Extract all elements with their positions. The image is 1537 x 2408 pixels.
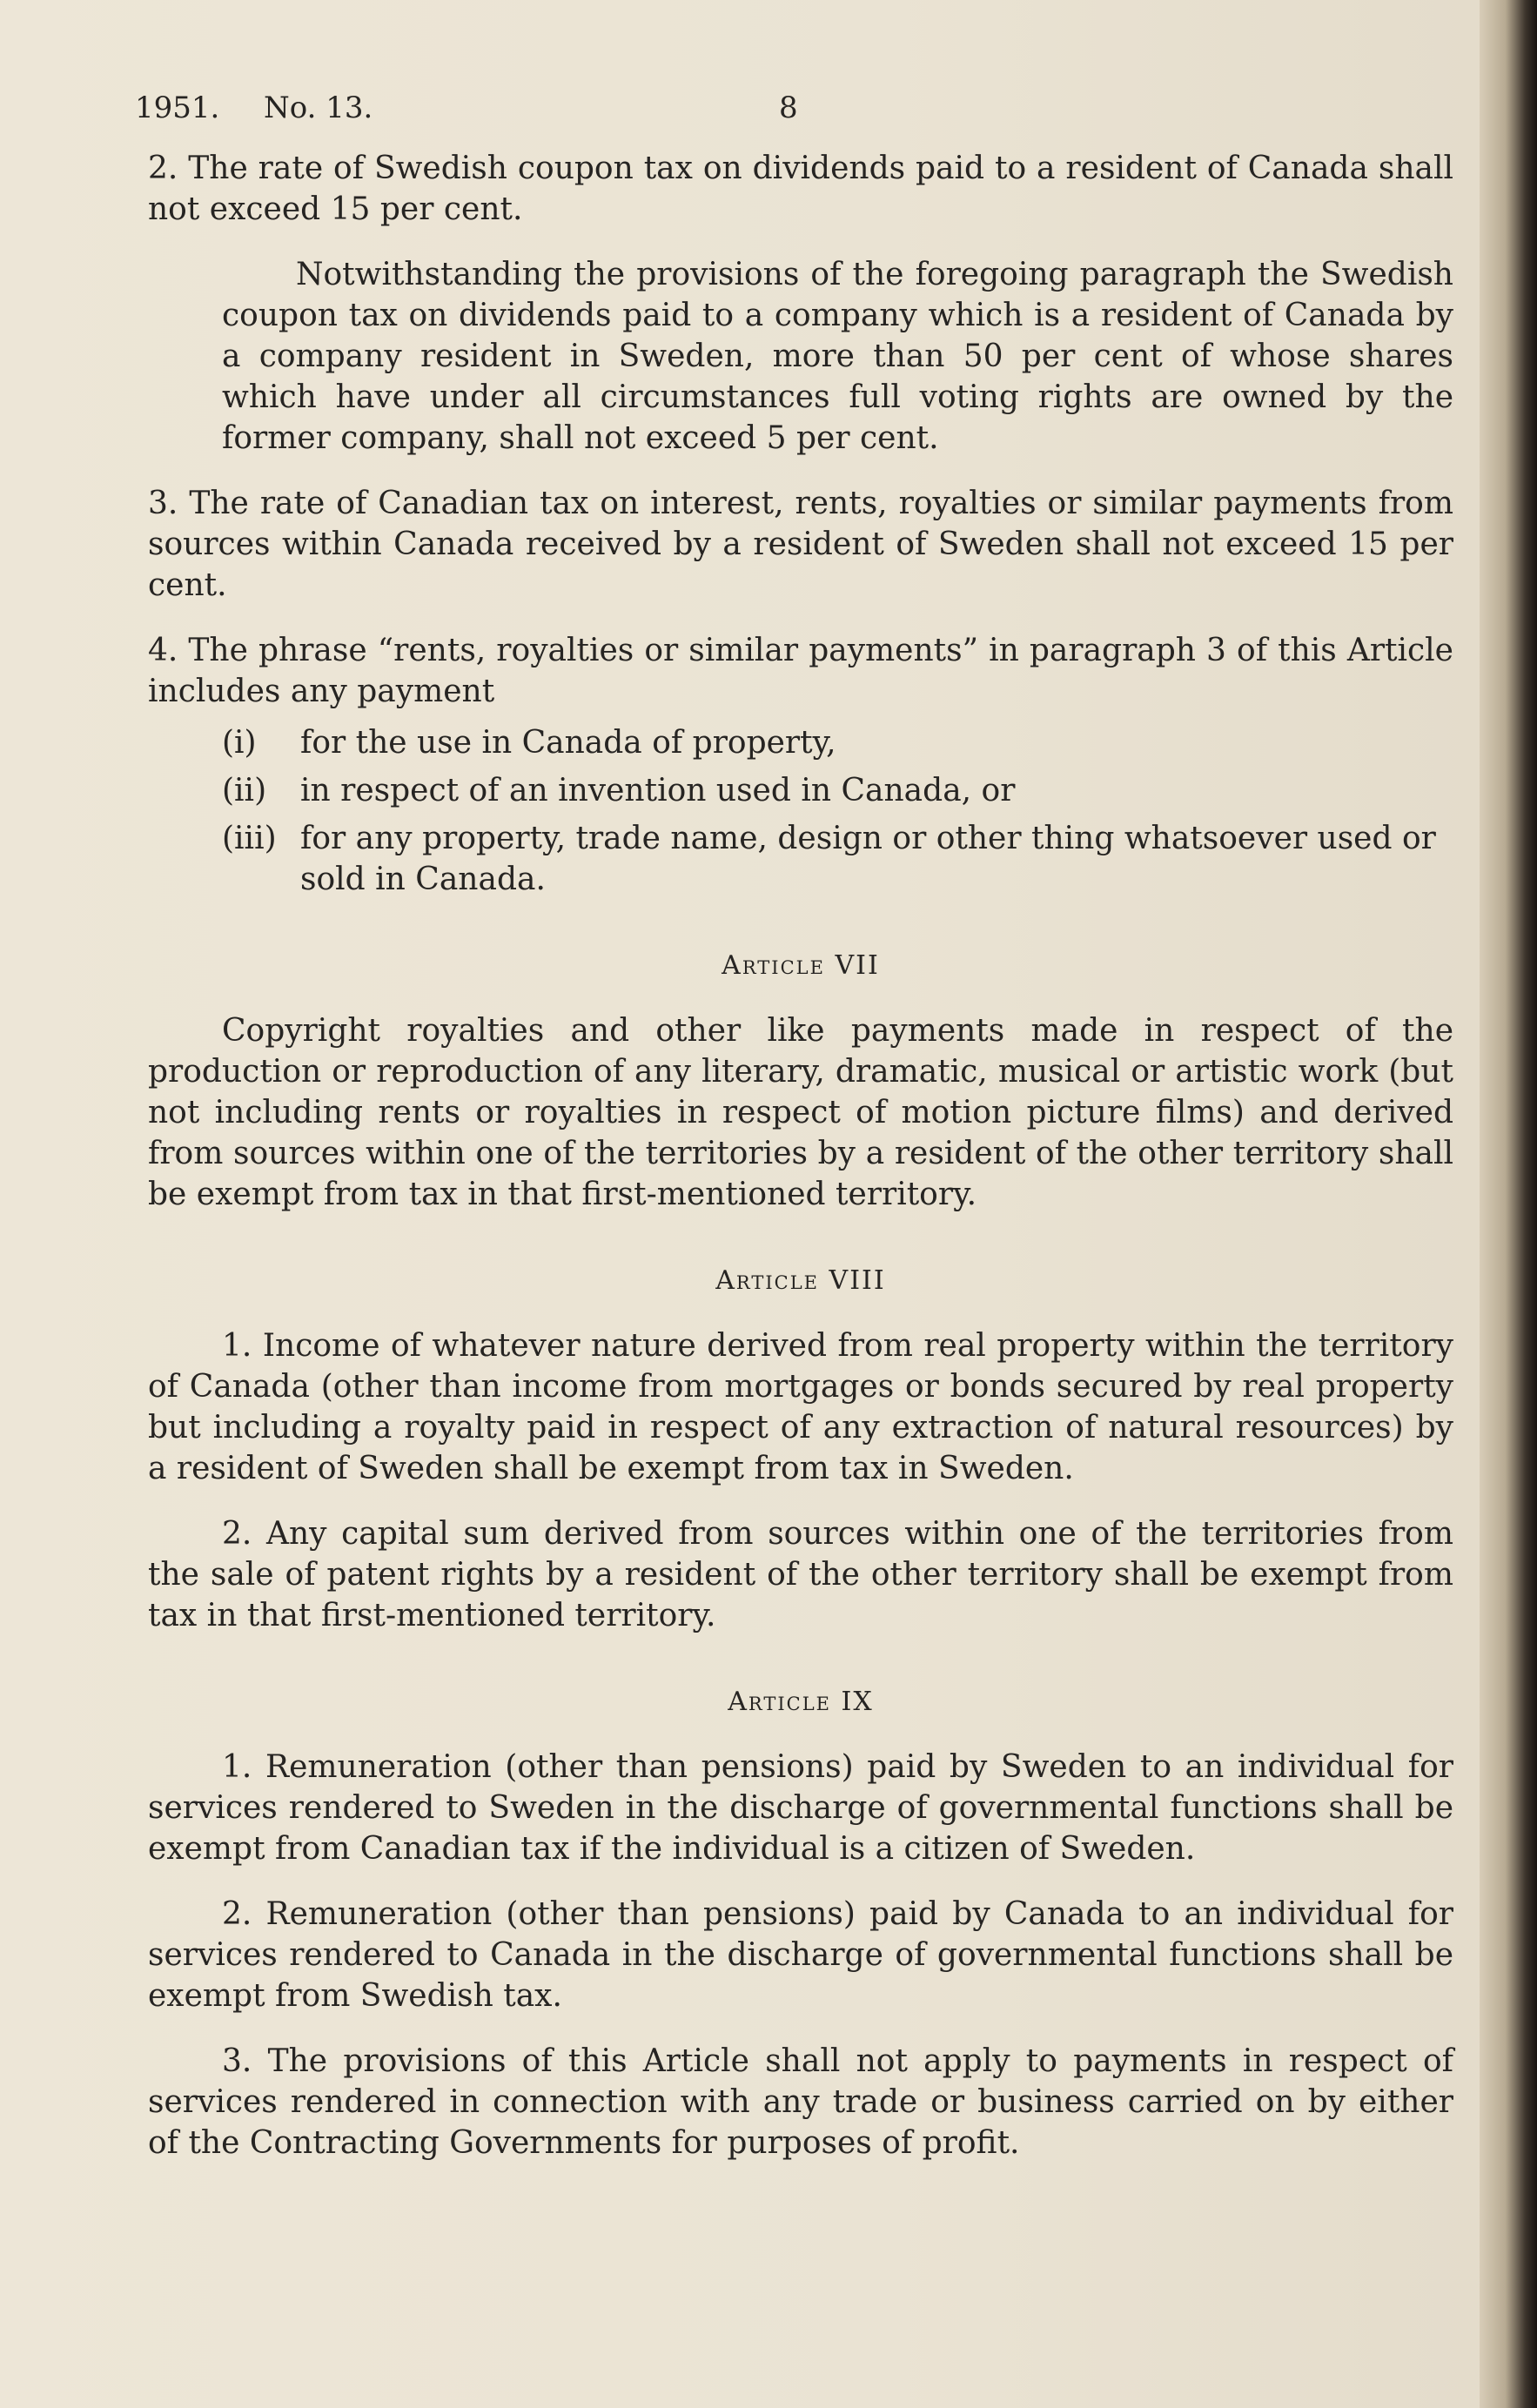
list-item	[148, 722, 1453, 763]
list-item	[148, 770, 1453, 811]
list-item-number: (ii)	[222, 773, 267, 808]
book-spine-shadow	[1480, 0, 1537, 2408]
paragraph-6-3: 3. The rate of Canadian tax on interest, rents, royalties or similar payments from sources within Canada received by a resident of Sweden shall not exceed 15 per cent.	[148, 486, 1453, 603]
article-8-title: Article VIII	[715, 1265, 886, 1296]
paragraph-8-2: 2. Any capital sum derived from sources within one of the territories from the sale of patent rights by a resident of the other territory shall be exempt from tax in that first-mentioned territory.	[148, 1516, 1453, 1633]
header-year: 1951.	[135, 91, 220, 125]
header-number: No. 13.	[264, 91, 373, 125]
article-9-title: Article IX	[728, 1687, 874, 1717]
list-item	[148, 818, 1453, 900]
page-header	[135, 91, 1440, 134]
paragraph-6-4: 4. The phrase “rents, royalties or similar payments” in paragraph 3 of this Article includes any payment	[148, 633, 1453, 709]
paragraph-7-1: Copyright royalties and other like payments made in respect of the production or reproduction of any literary, dramatic, musical or artistic work (but not including rents or royalties in respect of motion picture films) and derived from sources within one of the territories by a resident of the other territory shall be exempt from tax in that first-mentioned territory.	[148, 1013, 1453, 1212]
paragraph-8-1: 1. Income of whatever nature derived from real property within the territory of Canada (other than income from mortgages or bonds secured by real property but including a royalty paid in respect of any extraction of natural resources) by a resident of Sweden shall be exempt from tax in Sweden.	[148, 1328, 1453, 1486]
list-item-number: (iii)	[222, 821, 277, 856]
list-item-number: (i)	[222, 725, 257, 761]
page-number: 8	[779, 91, 798, 125]
paragraph-9-2: 2. Remuneration (other than pensions) paid by Canada to an individual for services rendered to Canada in the discharge of governmental functions shall be exempt from Swedish tax.	[148, 1896, 1453, 2014]
list-item-text: in respect of an invention used in Canada, or	[300, 773, 1016, 808]
payment-list	[148, 722, 1453, 900]
list-item-text: for the use in Canada of property,	[300, 725, 836, 761]
document-body	[148, 148, 1453, 2188]
list-item-text: for any property, trade name, design or other thing whatsoever used or sold in Canada.	[300, 821, 1436, 897]
paragraph-9-1: 1. Remuneration (other than pensions) paid by Sweden to an individual for services rendered to Sweden in the discharge of governmental functions shall be exempt from Canadian tax if the individual is a citizen of Sweden.	[148, 1749, 1453, 1867]
paragraph-6-2b: Notwithstanding the provisions of the foregoing paragraph the Swedish coupon tax on dividends paid to a company which is a resident of Canada by a company resident in Sweden, more than 50 per cent of whose shares which have under all circumstances full voting rights are owned by the former company, shall not exceed 5 per cent.	[222, 257, 1453, 456]
article-7-title: Article VII	[722, 950, 880, 981]
paragraph-9-3: 3. The provisions of this Article shall not apply to payments in respect of services rendered in connection with any trade or business carried on by either of the Contracting Governments for purposes of profit.	[148, 2043, 1453, 2161]
paragraph-6-2: 2. The rate of Swedish coupon tax on dividends paid to a resident of Canada shall not exceed 15 per cent.	[148, 151, 1453, 227]
